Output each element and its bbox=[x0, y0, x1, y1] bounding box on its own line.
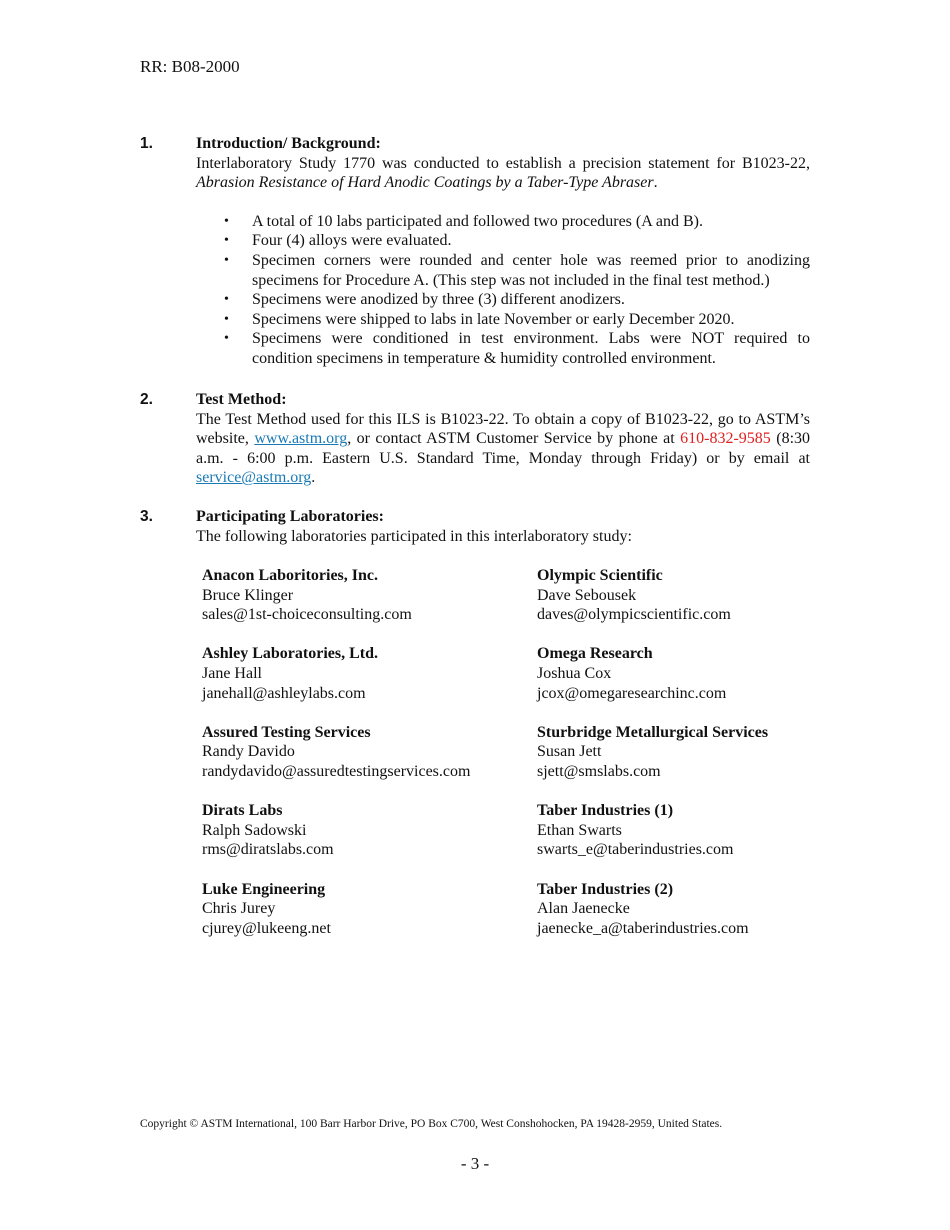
intro-paragraph: Interlaboratory Study 1770 was conducted to establish a precision statement for B1023-22, Abrasion Resistance of Hard Anodic Coatings by a Taber-Type Abraser. bbox=[196, 154, 810, 192]
lab-contact: Jane Hall bbox=[202, 664, 262, 682]
phone-number: 610-832-9585 bbox=[680, 430, 771, 448]
lab-entry bbox=[537, 723, 837, 782]
bullet-icon: • bbox=[224, 213, 229, 229]
lab-entry bbox=[537, 880, 837, 939]
lab-contact: Alan Jaenecke bbox=[537, 900, 630, 918]
lab-name: Luke Engineering bbox=[202, 880, 326, 898]
lab-contact: Ralph Sadowski bbox=[202, 821, 307, 839]
lab-email: randydavido@assuredtestingservices.com bbox=[202, 762, 471, 780]
bullet-icon: • bbox=[224, 311, 229, 327]
section-number: 3. bbox=[140, 508, 153, 525]
list-item: • Specimens were anodized by three (3) different anodizers. bbox=[224, 291, 625, 309]
bullet-icon: • bbox=[224, 233, 229, 249]
lab-name: Ashley Laboratories, Ltd. bbox=[202, 645, 378, 663]
lab-name: Anacon Laboritories, Inc. bbox=[202, 567, 378, 584]
list-item: • Specimens were conditioned in test environment. Labs were NOT required to condition specimens in temperature & humidity controlled environment. bbox=[224, 330, 810, 367]
section-introduction bbox=[140, 134, 810, 369]
lab-email: cjurey@lukeeng.net bbox=[202, 919, 331, 937]
service-email-link[interactable]: service@astm.org bbox=[196, 469, 312, 487]
lab-contact: Randy Davido bbox=[202, 743, 295, 761]
lab-name: Dirats Labs bbox=[202, 802, 283, 820]
astm-website-link[interactable]: www.astm.org bbox=[254, 430, 348, 448]
lab-contact: Bruce Klinger bbox=[202, 586, 294, 604]
labs-column-left bbox=[202, 566, 502, 958]
lab-entry bbox=[202, 880, 502, 939]
lab-email: sales@1st-choiceconsulting.com bbox=[202, 606, 412, 624]
lab-entry bbox=[537, 644, 837, 703]
lab-email: jaenecke_a@taberindustries.com bbox=[537, 919, 749, 937]
section-title: Participating Laboratories: bbox=[196, 508, 384, 525]
section-number: 2. bbox=[140, 391, 153, 408]
list-item: • Specimens were shipped to labs in late November or early December 2020. bbox=[224, 310, 735, 328]
lab-contact: Chris Jurey bbox=[202, 900, 276, 918]
lab-email: janehall@ashleylabs.com bbox=[202, 684, 366, 702]
page-number: - 3 - bbox=[460, 1154, 490, 1173]
lab-email: sjett@smslabs.com bbox=[537, 762, 661, 780]
lab-name: Taber Industries (2) bbox=[537, 880, 674, 898]
lab-name: Taber Industries (1) bbox=[537, 802, 674, 820]
section-test-method bbox=[140, 390, 810, 488]
lab-contact: Joshua Cox bbox=[537, 664, 612, 682]
lab-name: Olympic Scientific bbox=[537, 567, 663, 584]
lab-name: Assured Testing Services bbox=[202, 723, 371, 741]
lab-email: swarts_e@taberindustries.com bbox=[537, 841, 734, 859]
bullet-icon: • bbox=[224, 331, 229, 347]
lab-email: rms@diratslabs.com bbox=[202, 841, 334, 859]
lab-entry bbox=[202, 644, 502, 703]
section-participating-labs bbox=[140, 507, 810, 546]
section-title: Introduction/ Background: bbox=[196, 135, 381, 152]
lab-name: Sturbridge Metallurgical Services bbox=[537, 723, 769, 741]
section-number: 1. bbox=[140, 135, 153, 152]
bullet-list bbox=[196, 212, 810, 369]
lab-contact: Dave Sebousek bbox=[537, 586, 637, 604]
lab-contact: Ethan Swarts bbox=[537, 821, 622, 839]
document-id: RR: B08-2000 bbox=[140, 57, 240, 76]
section-title: Test Method: bbox=[196, 391, 287, 408]
list-item: • Specimen corners were rounded and center hole was reemed prior to anodizing specimens for Procedure A. (This step was not included in the final test method.) bbox=[224, 251, 810, 289]
lab-entry bbox=[202, 801, 502, 860]
bullet-icon: • bbox=[224, 252, 229, 268]
lab-name: Omega Research bbox=[537, 645, 653, 663]
lab-email: daves@olympicscientific.com bbox=[537, 606, 731, 624]
copyright-footer: Copyright © ASTM International, 100 Barr Harbor Drive, PO Box C700, West Conshohocken, PA 19428-2959, United States. bbox=[140, 1118, 723, 1130]
lab-entry bbox=[202, 566, 502, 625]
lab-contact: Susan Jett bbox=[537, 743, 602, 761]
lab-email: jcox@omegaresearchinc.com bbox=[537, 684, 727, 702]
lab-entry bbox=[537, 566, 837, 625]
test-method-paragraph: The Test Method used for this ILS is B1023-22. To obtain a copy of B1023-22, go to ASTM’s website, www.astm.org, or contact ASTM Customer Service by phone at 610-832-9585 (8:30 a.m. - 6:00 p.m. Eastern U.S. Standard Time, Monday through Friday) or by email at service@astm.org. bbox=[196, 410, 811, 487]
lab-entry bbox=[537, 801, 837, 860]
labs-intro: The following laboratories participated in this interlaboratory study: bbox=[196, 527, 632, 545]
list-item: • A total of 10 labs participated and followed two procedures (A and B). bbox=[224, 212, 703, 230]
test-method-title: Abrasion Resistance of Hard Anodic Coatings by a Taber-Type Abraser bbox=[196, 174, 654, 192]
labs-column-right bbox=[537, 566, 837, 958]
lab-entry bbox=[202, 723, 502, 782]
bullet-icon: • bbox=[224, 292, 229, 308]
list-item: • Four (4) alloys were evaluated. bbox=[224, 232, 452, 250]
